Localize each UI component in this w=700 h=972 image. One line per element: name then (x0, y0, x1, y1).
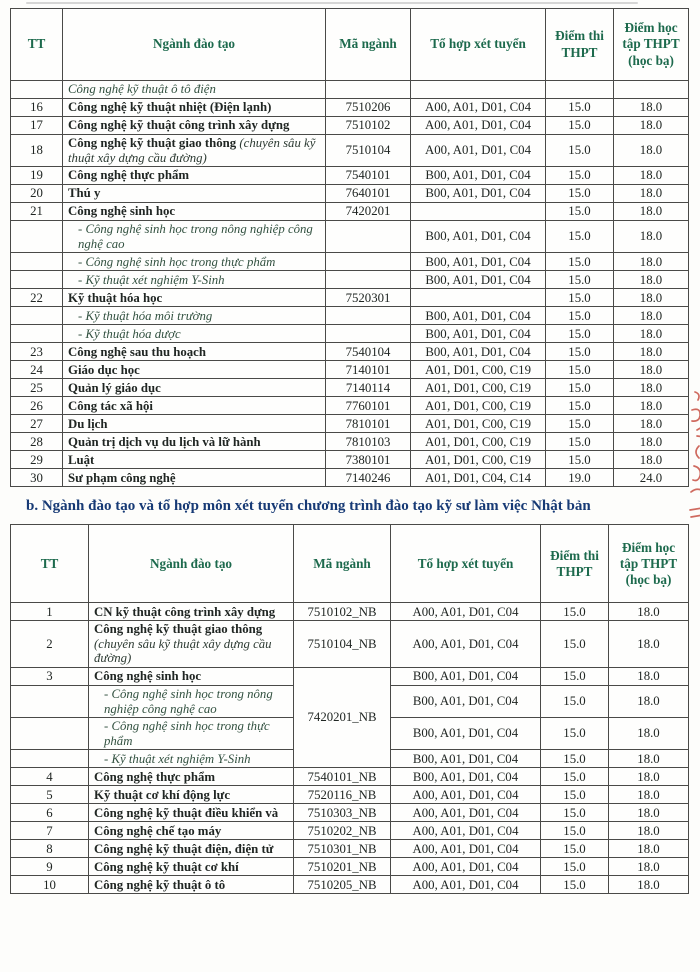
subject-combination-cell: A01, D01, C00, C19 (411, 379, 546, 397)
subject-combination-cell: B00, A01, D01, C04 (391, 768, 541, 786)
transcript-score-cell: 18.0 (614, 307, 689, 325)
transcript-score-cell: 18.0 (614, 99, 689, 117)
row-number-cell (11, 271, 63, 289)
transcript-score-cell: 18.0 (614, 167, 689, 185)
program-name-cell (63, 433, 326, 451)
exam-score-cell: 15.0 (546, 397, 614, 415)
exam-score-cell: 15.0 (546, 203, 614, 221)
column-header: Điểm thi THPT (541, 525, 609, 603)
program-code-cell (326, 307, 411, 325)
table-row (11, 603, 689, 621)
exam-score-cell: 15.0 (546, 451, 614, 469)
exam-score-cell: 15.0 (546, 325, 614, 343)
program-code-cell: 7510301_NB (294, 840, 391, 858)
exam-score-cell: 15.0 (546, 185, 614, 203)
row-number-cell (11, 221, 63, 253)
subject-combination-cell (411, 81, 546, 99)
scan-artifact-line (26, 2, 638, 4)
exam-score-cell: 15.0 (541, 621, 609, 668)
program-code-cell: 7510201_NB (294, 858, 391, 876)
admission-table-japan-program (10, 524, 689, 894)
column-header: Ngành đào tạo (89, 525, 294, 603)
subject-combination-cell: B00, A01, D01, C04 (411, 185, 546, 203)
program-name: - Kỹ thuật hóa dược (78, 326, 181, 341)
subject-combination-cell: A01, D01, C00, C19 (411, 433, 546, 451)
row-number-cell: 22 (11, 289, 63, 307)
column-header: Ngành đào tạo (63, 9, 326, 81)
exam-score-cell: 15.0 (546, 433, 614, 451)
program-name-cell (63, 307, 326, 325)
program-name: Du lịch (68, 416, 108, 431)
row-number-cell: 17 (11, 117, 63, 135)
subject-combination-cell: A00, A01, D01, C04 (411, 99, 546, 117)
subject-combination-cell: A00, A01, D01, C04 (411, 117, 546, 135)
program-name: Công nghệ kỹ thuật ô tô điện (68, 82, 216, 97)
transcript-score-cell: 18.0 (609, 858, 689, 876)
exam-score-cell: 15.0 (546, 117, 614, 135)
exam-score-cell: 15.0 (546, 167, 614, 185)
table-row (11, 621, 689, 668)
exam-score-cell: 15.0 (541, 858, 609, 876)
row-number-cell (11, 307, 63, 325)
program-name-cell (63, 397, 326, 415)
program-name-cell (63, 81, 326, 99)
program-name: Công nghệ thực phẩm (68, 168, 190, 183)
subject-combination-cell: A00, A01, D01, C04 (391, 804, 541, 822)
transcript-score-cell: 18.0 (609, 768, 689, 786)
program-name-cell (89, 750, 294, 768)
program-code-cell: 7810103 (326, 433, 411, 451)
transcript-score-cell: 18.0 (614, 221, 689, 253)
program-name: - Công nghệ sinh học trong thực phẩm (104, 719, 270, 748)
subject-combination-cell: A01, D01, C00, C19 (411, 451, 546, 469)
program-name: Quản trị dịch vụ du lịch và lữ hành (68, 434, 261, 449)
row-number-cell (11, 253, 63, 271)
table-row (11, 99, 689, 117)
handwritten-red-annotation (685, 388, 700, 538)
transcript-score-cell: 18.0 (614, 343, 689, 361)
table-row (11, 81, 689, 99)
program-name-cell (63, 253, 326, 271)
transcript-score-cell: 18.0 (614, 185, 689, 203)
program-code-cell: 7510205_NB (294, 876, 391, 894)
subject-combination-cell (411, 289, 546, 307)
program-name-cell (63, 289, 326, 307)
table-row (11, 876, 689, 894)
table-body (11, 81, 689, 487)
exam-score-cell: 15.0 (546, 135, 614, 167)
program-name-cell (63, 343, 326, 361)
program-code-cell: 7510303_NB (294, 804, 391, 822)
program-code-cell: 7510104 (326, 135, 411, 167)
program-name: Công nghệ kỹ thuật ô tô (94, 877, 226, 892)
program-name: - Công nghệ sinh học trong nông nghiệp công nghệ cao (78, 222, 313, 251)
program-name-cell (63, 221, 326, 253)
program-name-cell (89, 804, 294, 822)
transcript-score-cell: 18.0 (609, 786, 689, 804)
transcript-score-cell: 18.0 (614, 361, 689, 379)
program-name-cell (89, 840, 294, 858)
transcript-score-cell: 18.0 (614, 271, 689, 289)
transcript-score-cell: 18.0 (614, 325, 689, 343)
exam-score-cell: 15.0 (546, 379, 614, 397)
table-row (11, 768, 689, 786)
transcript-score-cell: 18.0 (614, 397, 689, 415)
column-header: Điểm học tập THPT (học bạ) (614, 9, 689, 81)
exam-score-cell: 19.0 (546, 469, 614, 487)
exam-score-cell: 15.0 (541, 876, 609, 894)
row-number-cell: 28 (11, 433, 63, 451)
table-header-row (11, 9, 689, 81)
exam-score-cell: 15.0 (546, 221, 614, 253)
subject-combination-cell: A00, A01, D01, C04 (391, 876, 541, 894)
subject-combination-cell: B00, A01, D01, C04 (411, 221, 546, 253)
transcript-score-cell (614, 81, 689, 99)
program-code-cell (326, 271, 411, 289)
program-name-cell (89, 768, 294, 786)
table-row (11, 858, 689, 876)
program-name-cell (89, 668, 294, 686)
program-name-cell (89, 858, 294, 876)
subject-combination-cell: A00, A01, D01, C04 (391, 621, 541, 668)
program-name-cell (89, 822, 294, 840)
program-code-cell: 7140246 (326, 469, 411, 487)
program-code-cell (326, 253, 411, 271)
row-number-cell: 18 (11, 135, 63, 167)
exam-score-cell: 15.0 (546, 289, 614, 307)
column-header: Tổ hợp xét tuyển (411, 9, 546, 81)
transcript-score-cell: 18.0 (614, 433, 689, 451)
program-name-cell (89, 718, 294, 750)
exam-score-cell (546, 81, 614, 99)
program-code-cell (326, 221, 411, 253)
subject-combination-cell: B00, A01, D01, C04 (411, 343, 546, 361)
transcript-score-cell: 18.0 (614, 135, 689, 167)
transcript-score-cell: 18.0 (609, 603, 689, 621)
program-name: CN kỹ thuật công trình xây dựng (94, 604, 276, 619)
exam-score-cell: 15.0 (541, 750, 609, 768)
table-row (11, 361, 689, 379)
subject-combination-cell: B00, A01, D01, C04 (411, 271, 546, 289)
table-row (11, 185, 689, 203)
program-name-note: (chuyên sâu kỹ thuật xây dựng cầu đường) (68, 136, 316, 165)
subject-combination-cell: B00, A01, D01, C04 (391, 668, 541, 686)
program-name-cell (63, 99, 326, 117)
program-name: Quản lý giáo dục (68, 380, 161, 395)
subject-combination-cell: A00, A01, D01, C04 (391, 786, 541, 804)
table-row (11, 307, 689, 325)
program-name: Công nghệ kỹ thuật cơ khí (94, 859, 239, 874)
program-code-cell: 7510102 (326, 117, 411, 135)
exam-score-cell: 15.0 (546, 415, 614, 433)
transcript-score-cell: 18.0 (609, 668, 689, 686)
program-name: Công nghệ kỹ thuật điều khiển và (94, 805, 279, 820)
transcript-score-cell: 18.0 (614, 203, 689, 221)
row-number-cell: 2 (11, 621, 89, 668)
subject-combination-cell: B00, A01, D01, C04 (391, 686, 541, 718)
program-code-cell: 7810101 (326, 415, 411, 433)
program-name: Thú y (68, 186, 101, 201)
table-row (11, 221, 689, 253)
column-header: Mã ngành (294, 525, 391, 603)
program-name-cell (63, 135, 326, 167)
subject-combination-cell: A00, A01, D01, C04 (391, 840, 541, 858)
program-code-cell: 7140114 (326, 379, 411, 397)
program-code-cell: 7140101 (326, 361, 411, 379)
table-row (11, 325, 689, 343)
subject-combination-cell: A00, A01, D01, C04 (411, 135, 546, 167)
row-number-cell: 19 (11, 167, 63, 185)
program-code-cell: 7760101 (326, 397, 411, 415)
transcript-score-cell: 18.0 (614, 253, 689, 271)
subject-combination-cell: A01, D01, C00, C19 (411, 415, 546, 433)
program-code-cell: 7520301 (326, 289, 411, 307)
row-number-cell (11, 81, 63, 99)
row-number-cell: 27 (11, 415, 63, 433)
program-code-cell: 7510206 (326, 99, 411, 117)
row-number-cell: 5 (11, 786, 89, 804)
program-name: Công nghệ thực phẩm (94, 769, 216, 784)
transcript-score-cell: 18.0 (609, 840, 689, 858)
program-name: Luật (68, 452, 95, 467)
table-header-row (11, 525, 689, 603)
program-name-cell (89, 603, 294, 621)
row-number-cell: 16 (11, 99, 63, 117)
program-name-cell (63, 167, 326, 185)
row-number-cell: 6 (11, 804, 89, 822)
program-name: Công nghệ chế tạo máy (94, 823, 222, 838)
subject-combination-cell: A01, D01, C00, C19 (411, 397, 546, 415)
program-code-cell: 7510102_NB (294, 603, 391, 621)
program-name-cell (63, 203, 326, 221)
subject-combination-cell: B00, A01, D01, C04 (411, 307, 546, 325)
program-name-cell (63, 415, 326, 433)
program-name-cell (63, 117, 326, 135)
transcript-score-cell: 18.0 (609, 750, 689, 768)
transcript-score-cell: 18.0 (614, 289, 689, 307)
program-name: Công nghệ sau thu hoạch (68, 344, 206, 359)
exam-score-cell: 15.0 (541, 786, 609, 804)
program-name: Công nghệ sinh học (68, 204, 176, 219)
table-row (11, 397, 689, 415)
table-row (11, 253, 689, 271)
program-name: Công nghệ sinh học (94, 669, 202, 684)
program-code-cell: 7540104 (326, 343, 411, 361)
program-code-cell: 7540101 (326, 167, 411, 185)
table-row (11, 271, 689, 289)
program-name-cell (89, 686, 294, 718)
program-name: Kỹ thuật hóa học (68, 290, 163, 305)
row-number-cell: 25 (11, 379, 63, 397)
program-name-cell (89, 876, 294, 894)
table-row (11, 135, 689, 167)
program-name: Công nghệ kỹ thuật giao thông (68, 136, 237, 150)
program-name-cell (63, 185, 326, 203)
program-name: Kỹ thuật cơ khí động lực (94, 787, 231, 802)
program-code-cell (326, 325, 411, 343)
row-number-cell: 23 (11, 343, 63, 361)
program-code-cell: 7380101 (326, 451, 411, 469)
row-number-cell (11, 325, 63, 343)
column-header: TT (11, 9, 63, 81)
transcript-score-cell: 18.0 (614, 451, 689, 469)
program-code-cell: 7420201 (326, 203, 411, 221)
program-name: Công nghệ kỹ thuật điện, điện tử (94, 841, 274, 856)
row-number-cell: 4 (11, 768, 89, 786)
program-name: - Kỹ thuật xét nghiệm Y-Sinh (78, 272, 225, 287)
row-number-cell: 24 (11, 361, 63, 379)
program-name-note: (chuyên sâu kỹ thuật xây dựng cầu đường) (94, 636, 272, 666)
program-name: Công nghệ kỹ thuật công trình xây dựng (68, 118, 290, 133)
subject-combination-cell: B00, A01, D01, C04 (391, 718, 541, 750)
row-number-cell: 10 (11, 876, 89, 894)
transcript-score-cell: 18.0 (609, 822, 689, 840)
program-code-cell: 7510104_NB (294, 621, 391, 668)
program-name: Công tác xã hội (68, 398, 153, 413)
subject-combination-cell: A00, A01, D01, C04 (391, 858, 541, 876)
program-code-cell: 7420201_NB (294, 668, 391, 768)
transcript-score-cell: 18.0 (614, 415, 689, 433)
column-header: Điểm thi THPT (546, 9, 614, 81)
row-number-cell (11, 686, 89, 718)
table-row (11, 289, 689, 307)
program-code-cell: 7640101 (326, 185, 411, 203)
exam-score-cell: 15.0 (541, 768, 609, 786)
program-name: Sư phạm công nghệ (68, 470, 176, 485)
row-number-cell: 1 (11, 603, 89, 621)
row-number-cell: 9 (11, 858, 89, 876)
exam-score-cell: 15.0 (546, 361, 614, 379)
program-name-cell (63, 451, 326, 469)
row-number-cell: 20 (11, 185, 63, 203)
admission-table-main (10, 8, 689, 487)
table-row (11, 840, 689, 858)
program-code-cell: 7510202_NB (294, 822, 391, 840)
row-number-cell: 29 (11, 451, 63, 469)
table-row (11, 203, 689, 221)
program-name: Giáo dục học (68, 362, 140, 377)
exam-score-cell: 15.0 (541, 718, 609, 750)
exam-score-cell: 15.0 (541, 686, 609, 718)
row-number-cell: 8 (11, 840, 89, 858)
subject-combination-cell: B00, A01, D01, C04 (411, 253, 546, 271)
program-name: - Kỹ thuật hóa môi trường (78, 308, 213, 323)
subject-combination-cell (411, 203, 546, 221)
table-row (11, 804, 689, 822)
subject-combination-cell: A01, D01, C00, C19 (411, 361, 546, 379)
transcript-score-cell: 18.0 (609, 686, 689, 718)
table-row (11, 415, 689, 433)
table-row (11, 343, 689, 361)
table-row (11, 786, 689, 804)
exam-score-cell: 15.0 (541, 804, 609, 822)
table-row (11, 379, 689, 397)
program-name-cell (63, 361, 326, 379)
subject-combination-cell: A01, D01, C04, C14 (411, 469, 546, 487)
row-number-cell: 7 (11, 822, 89, 840)
transcript-score-cell: 18.0 (614, 379, 689, 397)
row-number-cell (11, 718, 89, 750)
program-name-cell (89, 621, 294, 668)
subject-combination-cell: A00, A01, D01, C04 (391, 603, 541, 621)
exam-score-cell: 15.0 (546, 253, 614, 271)
column-header: TT (11, 525, 89, 603)
program-name-cell (63, 469, 326, 487)
subject-combination-cell: B00, A01, D01, C04 (391, 750, 541, 768)
program-name-cell (63, 325, 326, 343)
subject-combination-cell: A00, A01, D01, C04 (391, 822, 541, 840)
transcript-score-cell: 18.0 (609, 876, 689, 894)
program-name-cell (63, 379, 326, 397)
transcript-score-cell: 18.0 (609, 718, 689, 750)
column-header: Mã ngành (326, 9, 411, 81)
transcript-score-cell: 18.0 (609, 804, 689, 822)
program-name: - Công nghệ sinh học trong thực phẩm (78, 254, 276, 269)
column-header: Điểm học tập THPT (học bạ) (609, 525, 689, 603)
row-number-cell: 26 (11, 397, 63, 415)
program-name: Công nghệ kỹ thuật nhiệt (Điện lạnh) (68, 100, 272, 115)
exam-score-cell: 15.0 (541, 840, 609, 858)
table-row (11, 668, 689, 686)
section-b-heading: b. Ngành đào tạo và tổ hợp môn xét tuyển chương trình đào tạo kỹ sư làm việc Nhật bản (26, 498, 591, 515)
table-row (11, 469, 689, 487)
table-row (11, 117, 689, 135)
exam-score-cell: 15.0 (546, 343, 614, 361)
exam-score-cell: 15.0 (546, 307, 614, 325)
program-name: - Công nghệ sinh học trong nông nghiệp công nghệ cao (104, 687, 273, 716)
row-number-cell: 30 (11, 469, 63, 487)
exam-score-cell: 15.0 (541, 668, 609, 686)
exam-score-cell: 15.0 (546, 99, 614, 117)
subject-combination-cell: B00, A01, D01, C04 (411, 325, 546, 343)
program-name: - Kỹ thuật xét nghiệm Y-Sinh (104, 751, 251, 766)
transcript-score-cell: 18.0 (609, 621, 689, 668)
transcript-score-cell: 24.0 (614, 469, 689, 487)
exam-score-cell: 15.0 (541, 822, 609, 840)
program-code-cell (326, 81, 411, 99)
program-code-cell: 7520116_NB (294, 786, 391, 804)
transcript-score-cell: 18.0 (614, 117, 689, 135)
exam-score-cell: 15.0 (541, 603, 609, 621)
program-code-cell: 7540101_NB (294, 768, 391, 786)
table-body (11, 603, 689, 894)
table-row (11, 167, 689, 185)
program-name: Công nghệ kỹ thuật giao thông (94, 622, 263, 637)
row-number-cell (11, 750, 89, 768)
column-header: Tổ hợp xét tuyển (391, 525, 541, 603)
table-row (11, 822, 689, 840)
exam-score-cell: 15.0 (546, 271, 614, 289)
subject-combination-cell: B00, A01, D01, C04 (411, 167, 546, 185)
row-number-cell: 21 (11, 203, 63, 221)
program-name-cell (89, 786, 294, 804)
program-name-cell (63, 271, 326, 289)
table-row (11, 433, 689, 451)
table-row (11, 451, 689, 469)
row-number-cell: 3 (11, 668, 89, 686)
